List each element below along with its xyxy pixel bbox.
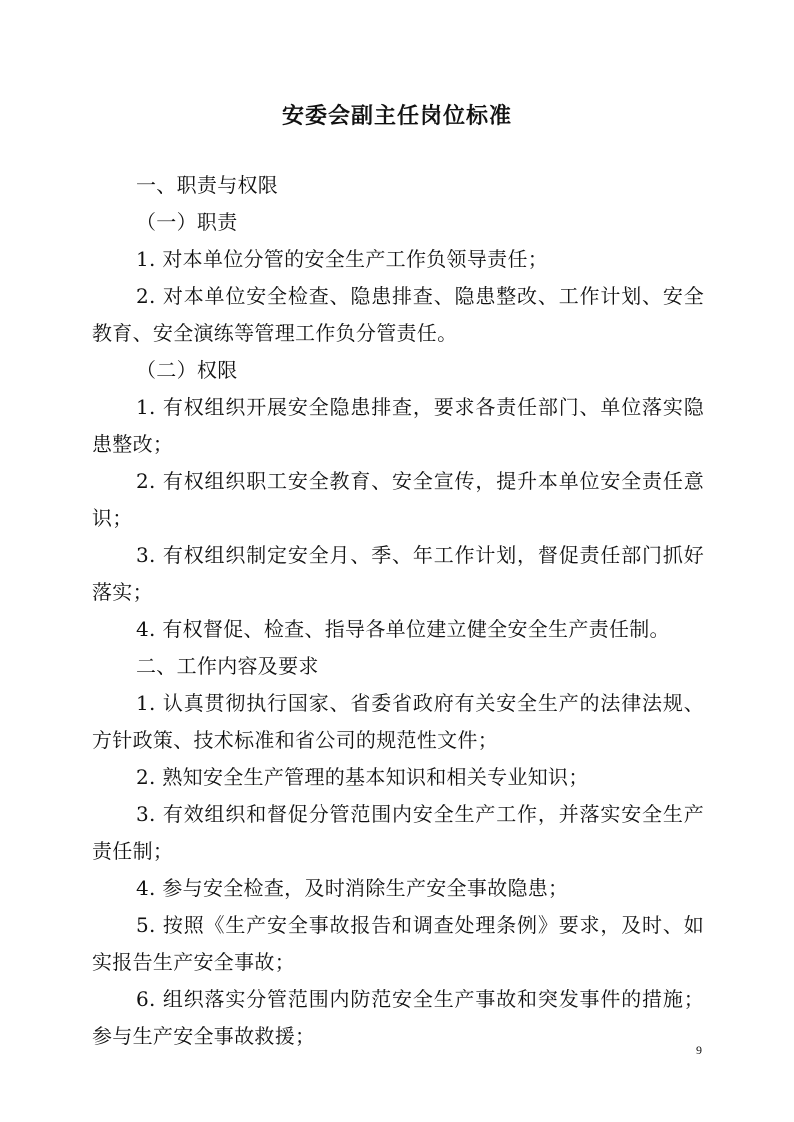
- subsection-heading-authority: （二）权限: [136, 358, 238, 382]
- document-body: [92, 167, 704, 1055]
- paragraph: 3. 有效组织和督促分管范围内安全生产工作，并落实安全生产责任制；: [92, 802, 704, 863]
- section-heading-2: 二、工作内容及要求: [136, 654, 319, 678]
- paragraph: 2. 对本单位安全检查、隐患排查、隐患整改、工作计划、安全教育、安全演练等管理工作负分管责任。: [92, 284, 704, 345]
- subsection-heading-duties: （一）职责: [136, 210, 238, 234]
- page-number: 9: [696, 1043, 702, 1057]
- paragraph: 2. 熟知安全生产管理的基本知识和相关专业知识；: [136, 765, 589, 789]
- paragraph: 1. 对本单位分管的安全生产工作负领导责任；: [136, 247, 549, 271]
- paragraph: 2. 有权组织职工安全教育、安全宣传，提升本单位安全责任意识；: [92, 469, 704, 530]
- paragraph: 1. 有权组织开展安全隐患排查，要求各责任部门、单位落实隐患整改；: [92, 395, 704, 456]
- section-heading-1: 一、职责与权限: [136, 173, 279, 197]
- paragraph: 5. 按照《生产安全事故报告和调查处理条例》要求，及时、如实报告生产安全事故；: [92, 913, 704, 974]
- paragraph: 4. 参与安全检查，及时消除生产安全事故隐患；: [136, 876, 569, 900]
- document-title: 安委会副主任岗位标准: [281, 103, 512, 129]
- paragraph: 4. 有权督促、检查、指导各单位建立健全安全生产责任制。: [136, 617, 670, 641]
- paragraph: 3. 有权组织制定安全月、季、年工作计划，督促责任部门抓好落实；: [92, 543, 704, 604]
- paragraph: 6. 组织落实分管范围内防范安全生产事故和突发事件的措施；参与生产安全事故救援；: [92, 987, 704, 1048]
- paragraph: 1. 认真贯彻执行国家、省委省政府有关安全生产的法律法规、方针政策、技术标准和省公司的规范性文件；: [92, 691, 704, 752]
